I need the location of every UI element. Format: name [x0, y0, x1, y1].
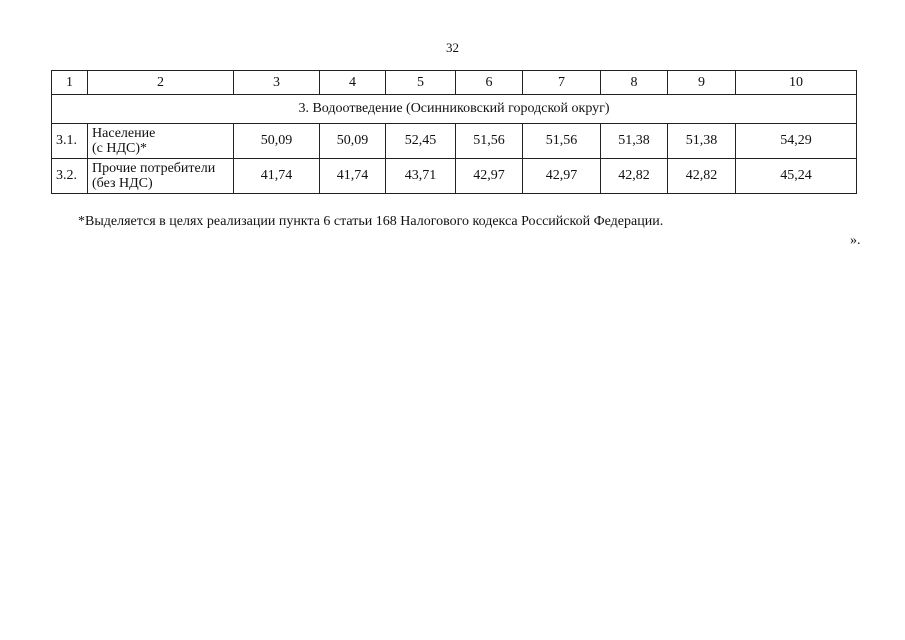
table-cell: 43,71 — [386, 159, 456, 194]
column-header: 2 — [88, 71, 234, 95]
table-cell: 51,56 — [456, 124, 523, 159]
column-header: 4 — [320, 71, 386, 95]
table-cell: 54,29 — [736, 124, 857, 159]
row-number: 3.1. — [52, 124, 88, 159]
column-header: 1 — [52, 71, 88, 95]
page-number: 32 — [446, 40, 459, 55]
table-row — [52, 124, 857, 159]
header-row — [52, 71, 857, 95]
column-header: 9 — [668, 71, 736, 95]
table-cell: 52,45 — [386, 124, 456, 159]
column-header: 10 — [736, 71, 857, 95]
section-row — [52, 95, 857, 124]
closing-quote: ». — [850, 233, 861, 248]
table-cell: 50,09 — [320, 124, 386, 159]
table-cell: 42,82 — [668, 159, 736, 194]
row-name — [88, 124, 234, 159]
table-cell: 51,56 — [523, 124, 601, 159]
table-cell: 41,74 — [320, 159, 386, 194]
row-name — [88, 159, 234, 194]
column-header: 6 — [456, 71, 523, 95]
table-cell: 51,38 — [668, 124, 736, 159]
row-name-line: (без НДС) — [92, 176, 153, 191]
row-name-line: Прочие потребители — [92, 161, 216, 176]
row-name-line: (с НДС)* — [92, 141, 148, 156]
column-header: 5 — [386, 71, 456, 95]
table-cell: 51,38 — [601, 124, 668, 159]
table-cell: 50,09 — [234, 124, 320, 159]
table-row — [52, 159, 857, 194]
tariff-table — [51, 70, 857, 194]
row-name-line: Население — [92, 126, 156, 141]
column-header: 3 — [234, 71, 320, 95]
table-cell: 42,97 — [456, 159, 523, 194]
section-title: 3. Водоотведение (Осинниковский городской округ) — [52, 95, 857, 124]
row-number: 3.2. — [52, 159, 88, 194]
table-cell: 42,82 — [601, 159, 668, 194]
column-header: 7 — [523, 71, 601, 95]
table-cell: 42,97 — [523, 159, 601, 194]
table-cell: 41,74 — [234, 159, 320, 194]
column-header: 8 — [601, 71, 668, 95]
table-cell: 45,24 — [736, 159, 857, 194]
footnote: *Выделяется в целях реализации пункта 6 статьи 168 Налогового кодекса Российской Федерации. — [78, 214, 664, 229]
